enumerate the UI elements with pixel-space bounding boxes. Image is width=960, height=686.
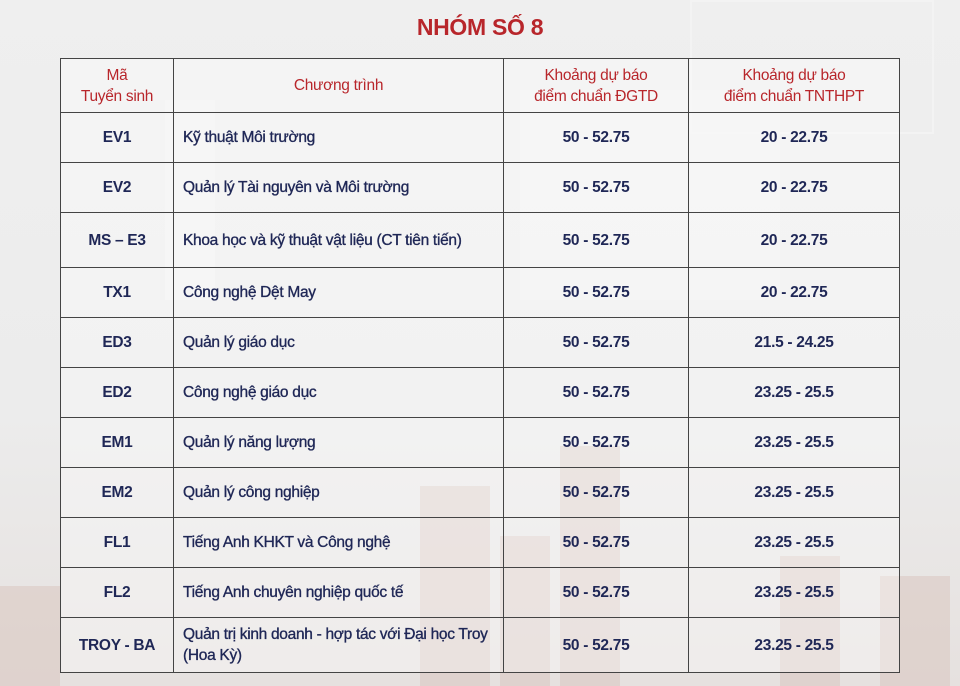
- row-code: EM2: [61, 468, 174, 518]
- row-tnthpt-range: 23.25 - 25.5: [689, 568, 900, 618]
- row-program: Tiếng Anh KHKT và Công nghệ: [174, 518, 504, 568]
- row-code: EV1: [61, 113, 174, 163]
- row-tnthpt-range: 23.25 - 25.5: [689, 418, 900, 468]
- header-code: [61, 59, 174, 113]
- row-tnthpt-range: 23.25 - 25.5: [689, 468, 900, 518]
- row-program: Quản lý năng lượng: [174, 418, 504, 468]
- admission-score-table: [60, 58, 900, 673]
- row-tnthpt-range: 21.5 - 24.25: [689, 318, 900, 368]
- row-dgtd-range: 50 - 52.75: [504, 113, 689, 163]
- table-row: [61, 213, 900, 268]
- row-program: Tiếng Anh chuyên nghiệp quốc tế: [174, 568, 504, 618]
- table-row: [61, 518, 900, 568]
- row-code: ED2: [61, 368, 174, 418]
- table-header-row: [61, 59, 900, 113]
- header-code-line1: Mã: [106, 66, 128, 84]
- header-dgtd-line2: điểm chuẩn ĐGTD: [534, 87, 658, 105]
- row-code: EV2: [61, 163, 174, 213]
- row-code: ED3: [61, 318, 174, 368]
- header-tnthpt: [689, 59, 900, 113]
- table-row: [61, 368, 900, 418]
- row-dgtd-range: 50 - 52.75: [504, 213, 689, 268]
- header-code-line2: Tuyển sinh: [80, 87, 154, 105]
- row-dgtd-range: 50 - 52.75: [504, 468, 689, 518]
- row-code: FL1: [61, 518, 174, 568]
- row-program: Quản lý công nghiệp: [174, 468, 504, 518]
- row-dgtd-range: 50 - 52.75: [504, 318, 689, 368]
- row-code: MS – E3: [61, 213, 174, 268]
- row-program: Công nghệ giáo dục: [174, 368, 504, 418]
- row-code: EM1: [61, 418, 174, 468]
- row-dgtd-range: 50 - 52.75: [504, 368, 689, 418]
- header-dgtd: [504, 59, 689, 113]
- row-tnthpt-range: 20 - 22.75: [689, 113, 900, 163]
- table-row: [61, 468, 900, 518]
- row-program: Quản lý giáo dục: [174, 318, 504, 368]
- row-code: TROY - BA: [61, 618, 174, 673]
- page-title: NHÓM SỐ 8: [416, 14, 544, 40]
- row-dgtd-range: 50 - 52.75: [504, 568, 689, 618]
- row-tnthpt-range: 23.25 - 25.5: [689, 618, 900, 673]
- header-program: Chương trình: [174, 59, 504, 113]
- background-building: [0, 586, 60, 686]
- table-row: [61, 268, 900, 318]
- row-program: Khoa học và kỹ thuật vật liệu (CT tiên tiến): [174, 213, 504, 268]
- row-program: Công nghệ Dệt May: [174, 268, 504, 318]
- row-tnthpt-range: 23.25 - 25.5: [689, 518, 900, 568]
- row-dgtd-range: 50 - 52.75: [504, 268, 689, 318]
- row-dgtd-range: 50 - 52.75: [504, 163, 689, 213]
- table-row: [61, 113, 900, 163]
- table-row: [61, 568, 900, 618]
- header-tnthpt-line2: điểm chuẩn TNTHPT: [723, 87, 865, 105]
- table-row: [61, 418, 900, 468]
- row-tnthpt-range: 20 - 22.75: [689, 268, 900, 318]
- row-tnthpt-range: 20 - 22.75: [689, 213, 900, 268]
- row-dgtd-range: 50 - 52.75: [504, 418, 689, 468]
- row-tnthpt-range: 23.25 - 25.5: [689, 368, 900, 418]
- row-program: Kỹ thuật Môi trường: [174, 113, 504, 163]
- table-row: [61, 318, 900, 368]
- row-dgtd-range: 50 - 52.75: [504, 518, 689, 568]
- header-tnthpt-line1: Khoảng dự báo: [742, 66, 846, 84]
- row-tnthpt-range: 20 - 22.75: [689, 163, 900, 213]
- header-dgtd-line1: Khoảng dự báo: [544, 66, 648, 84]
- row-program: Quản lý Tài nguyên và Môi trường: [174, 163, 504, 213]
- table-row: [61, 163, 900, 213]
- row-dgtd-range: 50 - 52.75: [504, 618, 689, 673]
- row-code: TX1: [61, 268, 174, 318]
- table-row: [61, 618, 900, 673]
- row-program: Quản trị kinh doanh - hợp tác với Đại học Troy (Hoa Kỳ): [174, 618, 504, 673]
- row-code: FL2: [61, 568, 174, 618]
